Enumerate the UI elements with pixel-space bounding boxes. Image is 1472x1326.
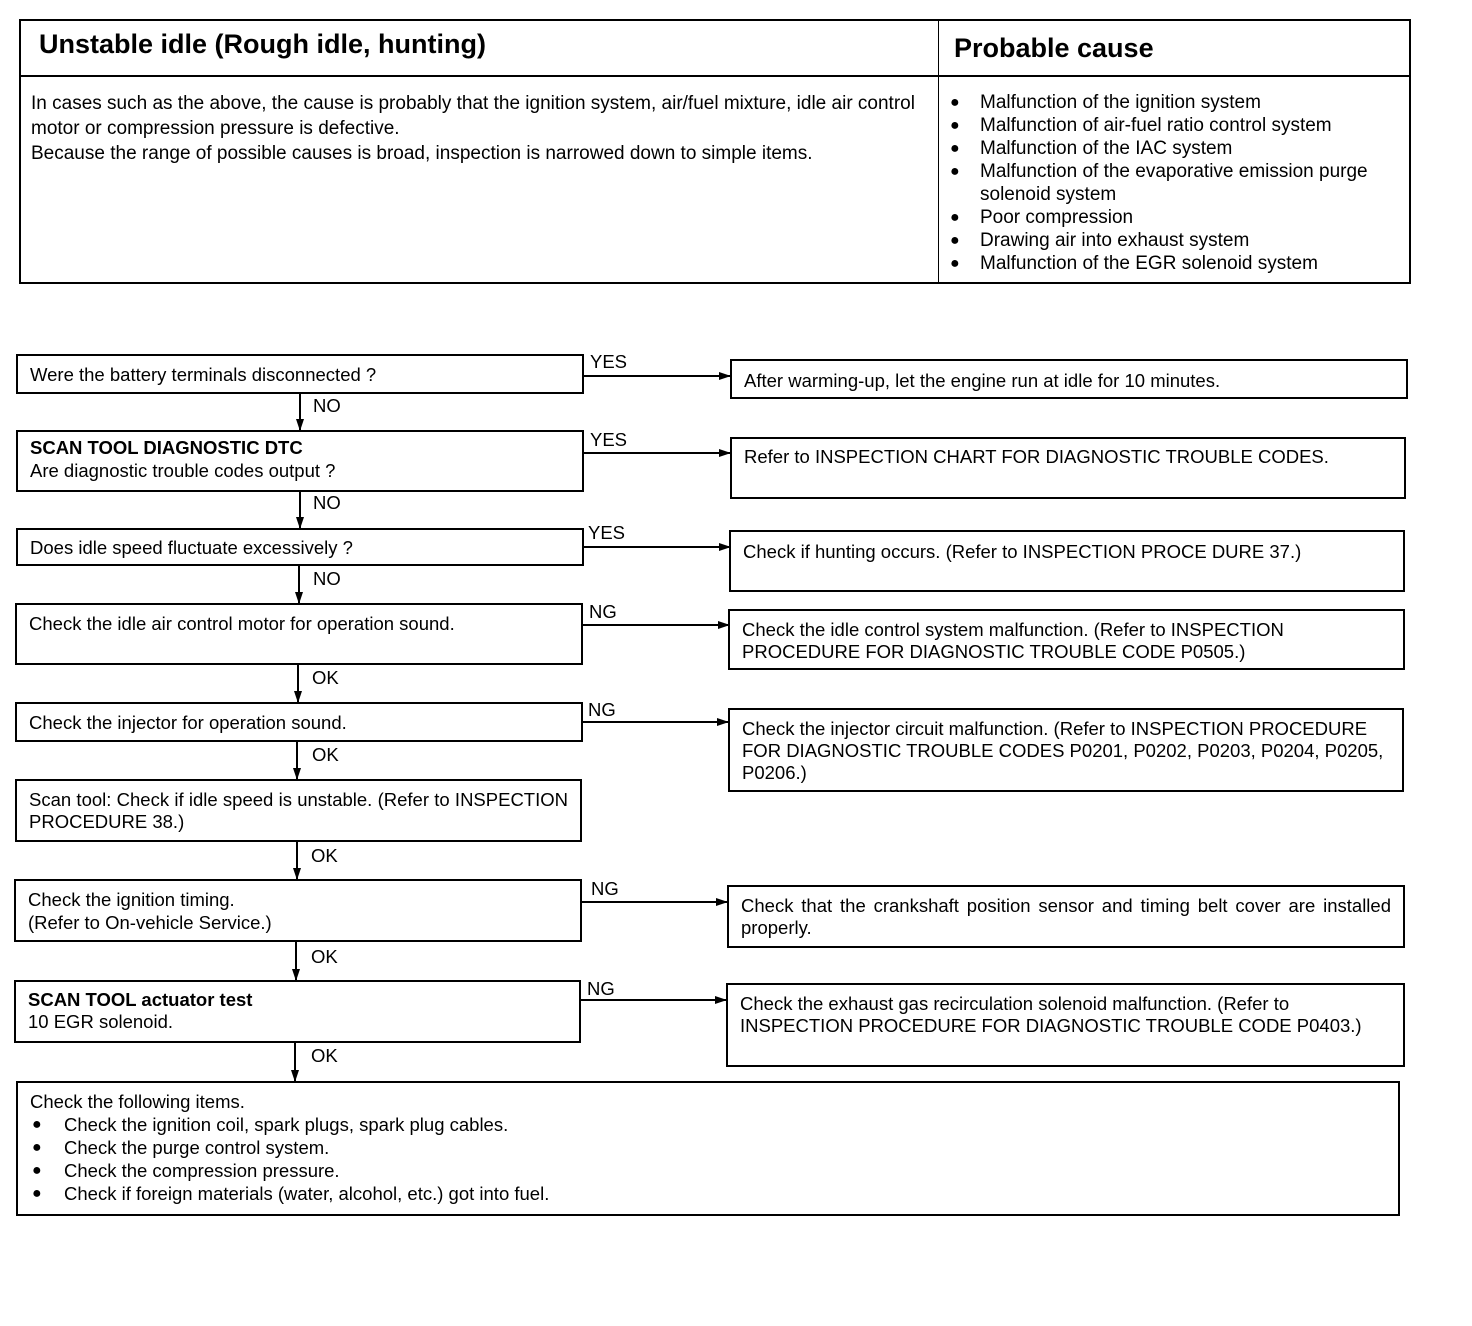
cause-item: [946, 252, 1406, 275]
result-box: [726, 983, 1405, 1067]
step-heading: SCAN TOOL DIAGNOSTIC DTC: [30, 437, 303, 458]
result-text: Check the exhaust gas recirculation solenoid malfunction. (Refer to INSPECTION PROCEDURE FOR DIAGNOSTIC TROUBLE CODE P0403.): [740, 993, 1362, 1036]
branch-label: YES: [588, 522, 626, 543]
bullet-icon: ●: [950, 209, 960, 226]
cause-item: [946, 229, 1406, 252]
down-label: OK: [312, 667, 339, 688]
check-box-iac-motor: [15, 603, 583, 665]
down-label: OK: [312, 744, 339, 765]
branch-label: NG: [591, 878, 619, 899]
result-text: Check the idle control system malfunction. (Refer to INSPECTION PROCEDURE FOR DIAGNOSTIC TROUBLE CODE P0505.): [742, 619, 1284, 662]
bullet-icon: ●: [950, 117, 960, 134]
bullet-icon: ●: [950, 94, 960, 111]
result-box: [730, 359, 1408, 399]
final-title: Check the following items.: [30, 1091, 245, 1112]
step-text: 10 EGR solenoid.: [28, 1011, 174, 1032]
cause-text: Malfunction of the IAC system: [980, 138, 1233, 159]
result-box: [728, 609, 1405, 670]
check-box-scan-idle: [15, 779, 582, 842]
down-label: NO: [313, 492, 341, 513]
branch-label: NG: [587, 978, 615, 999]
step-text: (Refer to On-vehicle Service.): [28, 912, 272, 933]
description-paragraph: Because the range of possible causes is broad, inspection is narrowed down to simple items.: [31, 143, 813, 164]
branch-label: YES: [590, 429, 628, 450]
checklist-text: Check if foreign materials (water, alcohol, etc.) got into fuel.: [64, 1183, 550, 1204]
down-label: OK: [311, 1045, 338, 1066]
probable-cause-list: [946, 91, 1406, 275]
checklist-text: Check the purge control system.: [64, 1137, 330, 1158]
result-box: [727, 885, 1405, 948]
final-checklist-box: [16, 1081, 1400, 1216]
result-text: Check the injector circuit malfunction. (Refer to INSPECTION PROCEDURE FOR DIAGNOSTIC TROUBLE CODES P0201, P0202, P0203, P0204, P0205, P0206.): [742, 718, 1384, 783]
cause-text: Malfunction of air-fuel ratio control system: [980, 115, 1332, 136]
cause-item: [946, 160, 1406, 206]
step-heading: SCAN TOOL actuator test: [28, 989, 253, 1010]
step-text: Does idle speed fluctuate excessively ?: [30, 537, 353, 558]
bullet-icon: ●: [32, 1139, 42, 1156]
branch-label: NG: [589, 601, 617, 622]
cause-item: [946, 206, 1406, 229]
cause-text: Malfunction of the ignition system: [980, 92, 1261, 113]
symptom-description: [31, 91, 931, 166]
step-text: Check the idle air control motor for operation sound.: [29, 613, 455, 634]
down-label: NO: [313, 395, 341, 416]
cause-text: Malfunction of the evaporative emission purge solenoid system: [980, 161, 1368, 205]
decision-box-battery: [16, 354, 584, 394]
check-box-injector: [15, 702, 583, 742]
step-text: Scan tool: Check if idle speed is unstable. (Refer to INSPECTION PROCEDURE 38.): [29, 789, 568, 832]
bullet-icon: ●: [950, 163, 960, 180]
bullet-icon: ●: [950, 140, 960, 157]
bullet-icon: ●: [32, 1116, 42, 1133]
result-text: After warming-up, let the engine run at idle for 10 minutes.: [744, 370, 1221, 391]
checklist-item: [30, 1136, 1386, 1159]
symptom-title: Unstable idle (Rough idle, hunting): [39, 29, 486, 59]
checklist-text: Check the compression pressure.: [64, 1160, 340, 1181]
table-divider-horizontal: [21, 75, 1409, 77]
checklist-item: [30, 1182, 1386, 1205]
down-label: OK: [311, 946, 338, 967]
result-text: Check that the crankshaft position sensor and timing belt cover are installed properly.: [741, 895, 1391, 938]
branch-label: NG: [588, 699, 616, 720]
bullet-icon: ●: [950, 232, 960, 249]
down-label: OK: [311, 845, 338, 866]
check-box-egr-actuator: [14, 980, 581, 1043]
result-text: Check if hunting occurs. (Refer to INSPECTION PROCE DURE 37.): [743, 541, 1302, 562]
down-label: NO: [313, 568, 341, 589]
summary-table: [19, 19, 1411, 284]
check-box-ignition-timing: [14, 879, 582, 942]
result-text: Refer to INSPECTION CHART FOR DIAGNOSTIC TROUBLE CODES.: [744, 446, 1329, 467]
cause-text: Poor compression: [980, 207, 1134, 228]
bullet-icon: ●: [32, 1162, 42, 1179]
result-box: [729, 530, 1405, 592]
step-text: Were the battery terminals disconnected ?: [30, 364, 377, 385]
result-box: [730, 437, 1406, 499]
step-text: Are diagnostic trouble codes output ?: [30, 460, 336, 481]
cause-item: [946, 114, 1406, 137]
cause-item: [946, 91, 1406, 114]
checklist-item: [30, 1159, 1386, 1182]
step-text: Check the ignition timing.: [28, 889, 235, 910]
table-divider-vertical: [938, 21, 939, 282]
checklist-text: Check the ignition coil, spark plugs, spark plug cables.: [64, 1114, 509, 1135]
probable-cause-title: Probable cause: [954, 33, 1154, 63]
decision-box-dtc: [16, 430, 584, 492]
cause-item: [946, 137, 1406, 160]
description-paragraph: In cases such as the above, the cause is probably that the ignition system, air/fuel mixture, idle air control motor or compression pressure is defective.: [31, 93, 915, 139]
final-checklist: [30, 1113, 1386, 1205]
checklist-item: [30, 1113, 1386, 1136]
bullet-icon: ●: [32, 1185, 42, 1202]
cause-text: Malfunction of the EGR solenoid system: [980, 253, 1318, 274]
cause-text: Drawing air into exhaust system: [980, 230, 1250, 251]
bullet-icon: ●: [950, 255, 960, 272]
step-text: Check the injector for operation sound.: [29, 712, 347, 733]
branch-label: YES: [590, 351, 628, 372]
result-box: [728, 708, 1404, 792]
decision-box-idle-fluctuate: [16, 528, 584, 566]
